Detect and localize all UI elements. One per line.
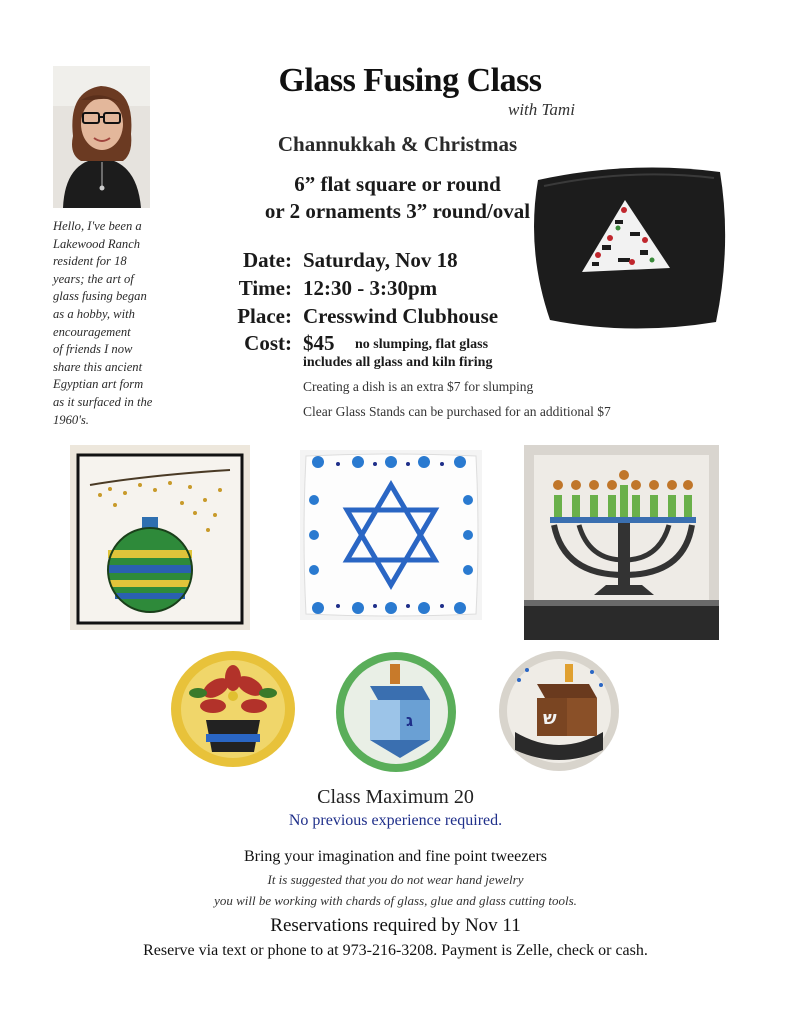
page-title: Glass Fusing Class bbox=[278, 62, 542, 99]
stand-fee: Clear Glass Stands can be purchased for an additional $7 bbox=[303, 404, 611, 419]
dreidel-image bbox=[497, 650, 621, 772]
no-experience-note: No previous experience required. bbox=[288, 812, 503, 829]
reservation-contact: Reserve via text or phone to at 973-216-3208. Payment is Zelle, check or cash. bbox=[143, 942, 648, 959]
time-value: 12:30 - 3:30pm bbox=[303, 276, 438, 300]
cost-note: no slumping, flat glass bbox=[355, 337, 489, 352]
class-theme: Channukkah & Christmas bbox=[277, 132, 518, 156]
cost-value: $45 bbox=[303, 331, 335, 355]
cost-includes: includes all glass and kiln firing bbox=[303, 355, 493, 370]
dreidel-image bbox=[334, 650, 458, 774]
page-subtitle: with Tami bbox=[508, 100, 575, 119]
bio-line: years; the art of bbox=[53, 271, 134, 286]
bio-line: glass fusing began bbox=[53, 289, 147, 304]
bio-line: Hello, I've been a bbox=[53, 219, 142, 233]
class-maximum: Class Maximum 20 bbox=[317, 786, 474, 808]
ornament-image bbox=[70, 445, 250, 630]
place-value: Cresswind Clubhouse bbox=[303, 304, 499, 328]
jewelry-note-2: you will be working with chards of glass, glue and glass cutting tools. bbox=[214, 893, 577, 908]
place-label: Place: bbox=[237, 304, 292, 328]
bio-line: Lakewood Ranch bbox=[53, 236, 141, 251]
bio-line: as it surfaced in the bbox=[53, 394, 153, 409]
bring-items: Bring your imagination and fine point tweezers bbox=[243, 848, 548, 865]
reservations-deadline: Reservations required by Nov 11 bbox=[270, 915, 521, 936]
bio-line: share this ancient bbox=[53, 359, 143, 374]
time-label: Time: bbox=[238, 276, 292, 300]
cost-label: Cost: bbox=[244, 331, 292, 355]
date-value: Saturday, Nov 18 bbox=[303, 248, 458, 272]
date-label: Date: bbox=[243, 248, 292, 272]
bio-line: of friends I now bbox=[53, 342, 133, 357]
slumping-fee: Creating a dish is an extra $7 for slumping bbox=[303, 379, 534, 394]
star-of-david-image bbox=[300, 450, 482, 620]
poinsettia-image bbox=[168, 648, 298, 770]
bio-line: encouragement bbox=[53, 324, 131, 339]
menorah-image bbox=[524, 445, 719, 640]
size-line-1: 6” flat square or round bbox=[294, 172, 501, 196]
bio-line: as a hobby, with bbox=[53, 306, 135, 321]
size-line-2: or 2 ornaments 3” round/oval bbox=[264, 199, 531, 223]
tree-dish-image bbox=[520, 150, 735, 340]
instructor-photo bbox=[53, 66, 150, 208]
bio-line: 1960's. bbox=[53, 412, 89, 427]
bio-line: resident for 18 bbox=[53, 254, 127, 269]
jewelry-note-1: It is suggested that you do not wear hand jewelry bbox=[267, 872, 524, 887]
dreidel-letter-glyph: ש bbox=[543, 708, 557, 729]
bio-line: Egyptian art form bbox=[53, 377, 144, 392]
dreidel-letter-glyph: ג bbox=[406, 711, 414, 730]
